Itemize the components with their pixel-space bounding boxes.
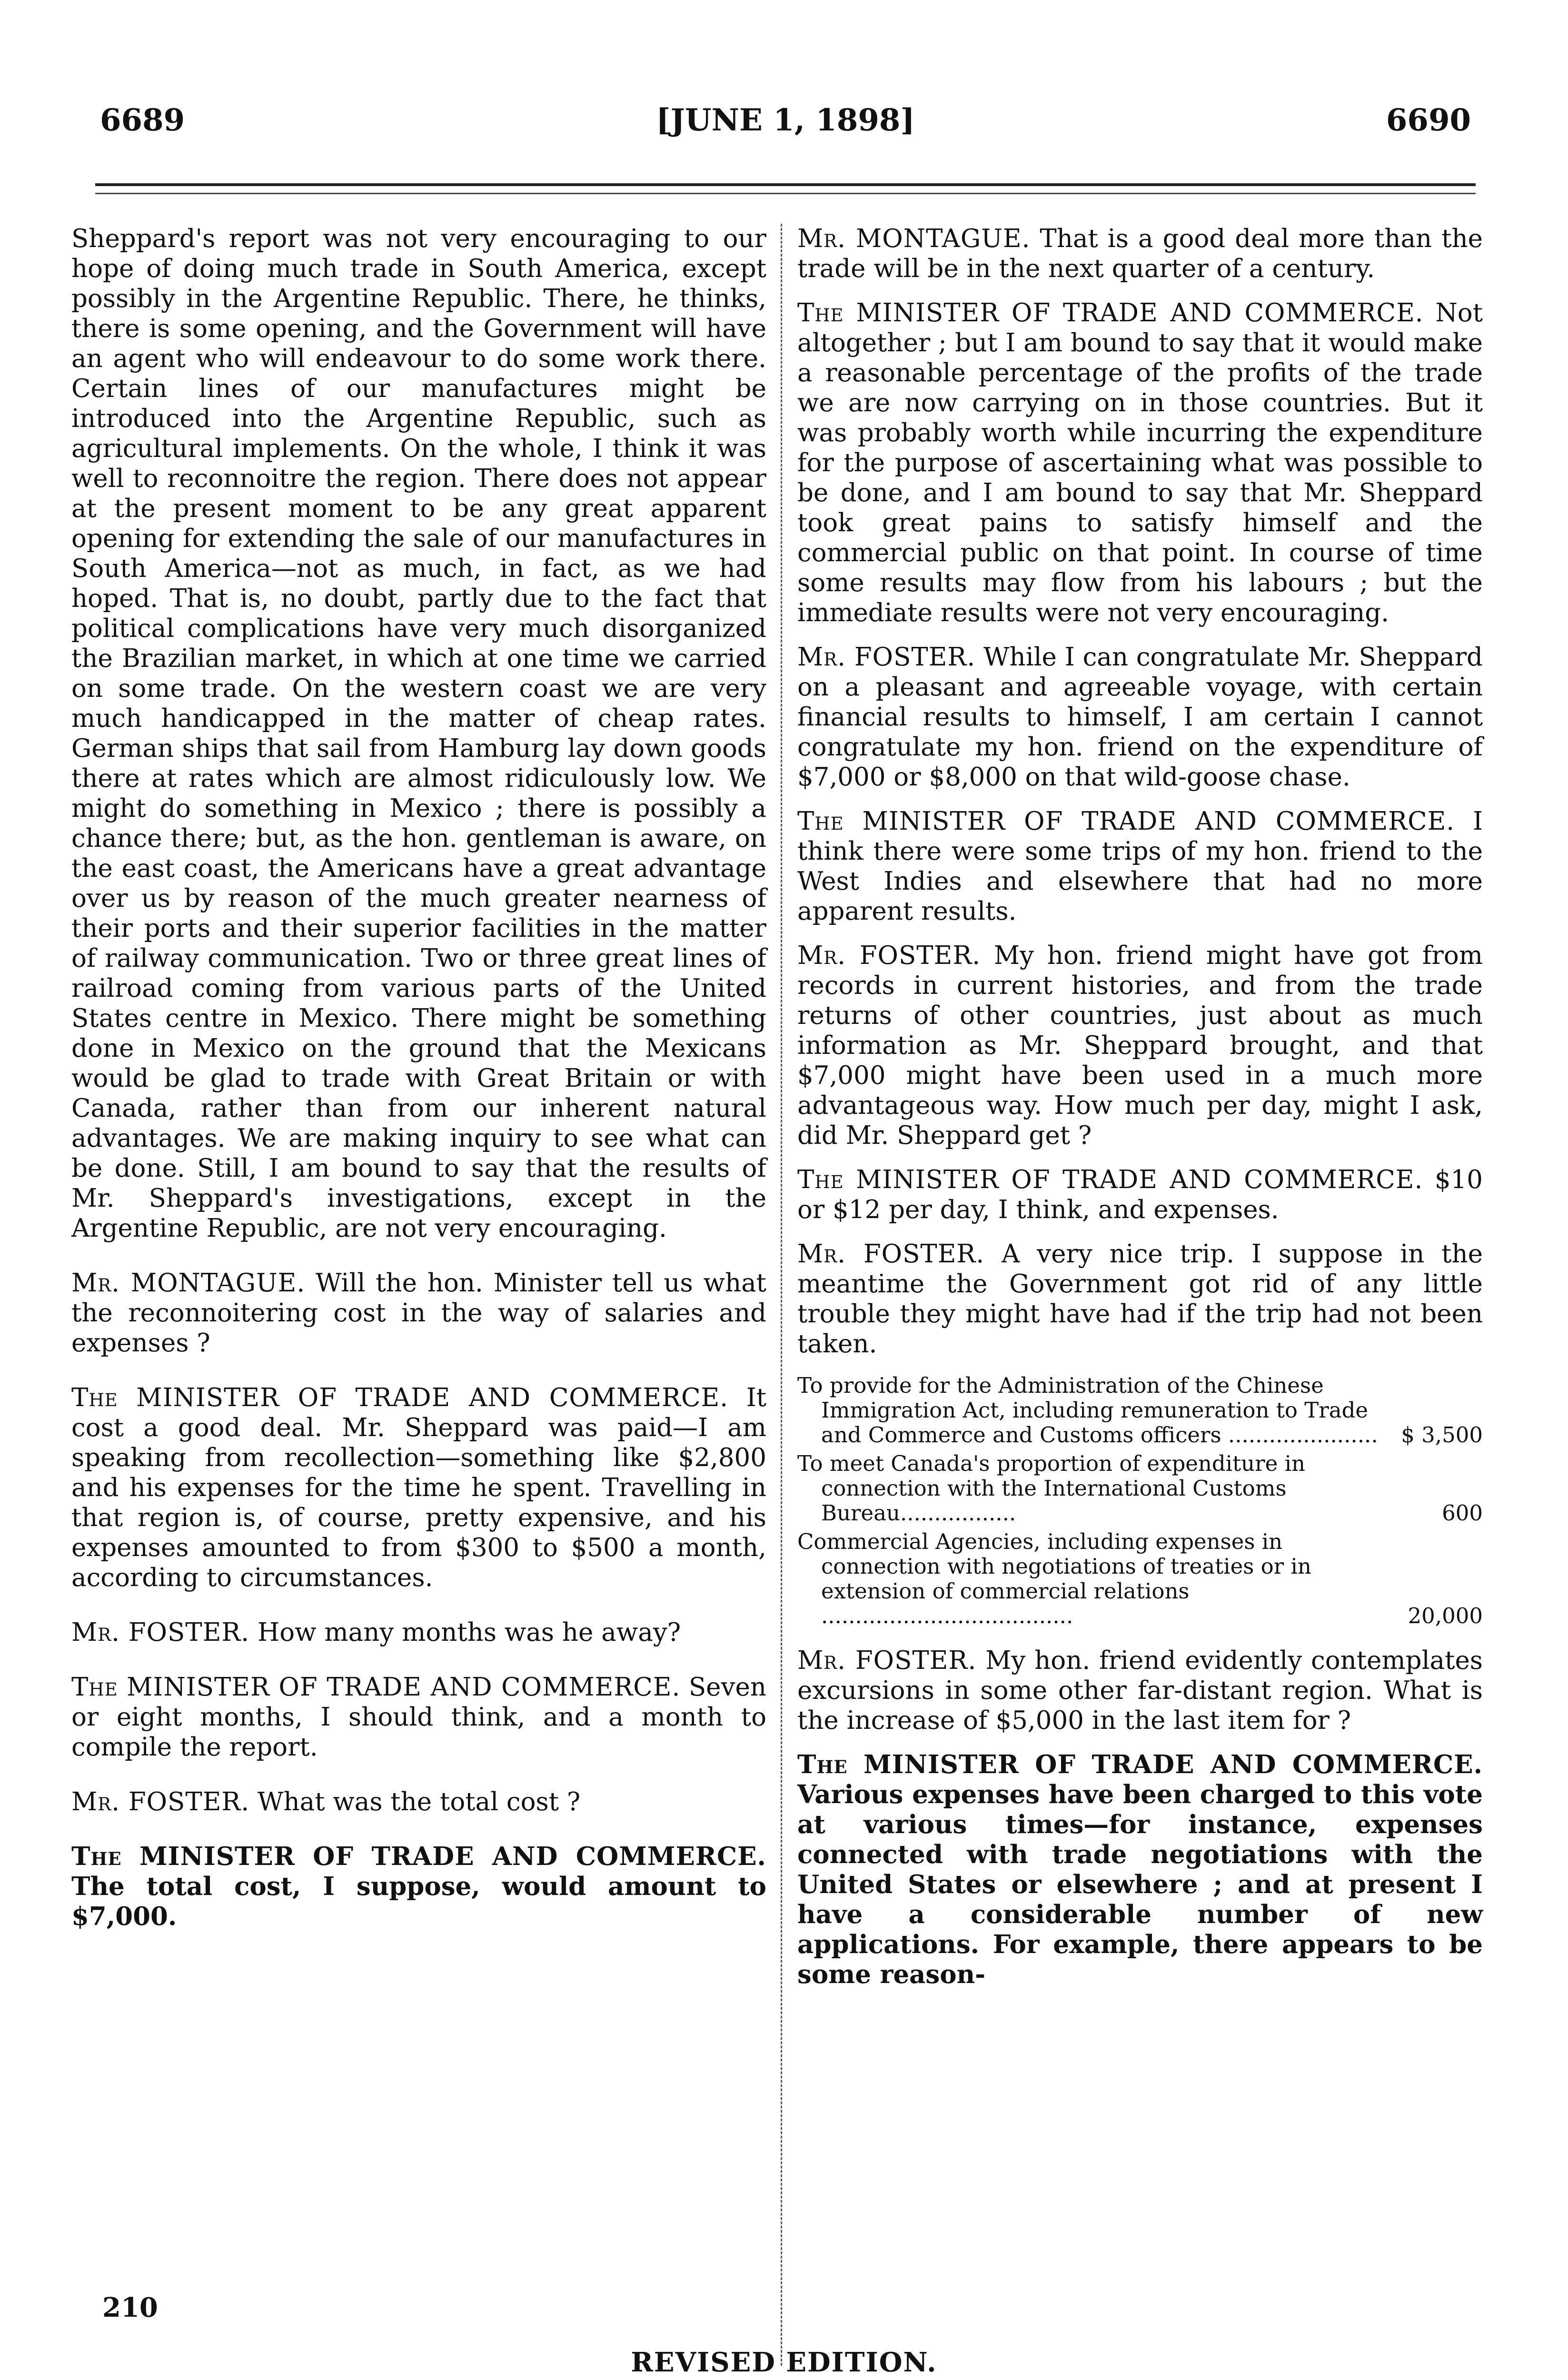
speech-text: Seven or eight months, I should think, and a month to compile the report. <box>71 1673 766 1762</box>
header-rule <box>95 183 1476 186</box>
speech-text: It cost a good deal. Mr. Sheppard was paid—I am speaking from recollection—something like $2,800 and his expenses for the time he spent. Travelling in that region is, of course, pretty expensive, and his expenses amounted to from $300 to $500 a month, according to circumstances. <box>71 1383 766 1592</box>
speaker-name: Mr. FOSTER. <box>71 1618 250 1647</box>
paragraph <box>71 1672 766 1762</box>
speaker-name: The MINISTER OF TRADE AND COMMERCE. <box>71 1673 681 1702</box>
paragraph <box>797 806 1483 926</box>
ledger-item-text: To meet Canada's proportion of expenditure in connection with the International Customs Bureau................. <box>797 1451 1305 1526</box>
ledger-item <box>797 1451 1483 1526</box>
paragraph <box>71 1268 766 1358</box>
paragraph <box>797 1165 1483 1225</box>
ledger-item-amount: $ 3,500 <box>1401 1422 1483 1448</box>
paragraph <box>797 941 1483 1150</box>
speaker-name: The MINISTER OF TRADE AND COMMERCE. <box>797 1750 1483 1779</box>
speaker-name: Mr. FOSTER. <box>797 1646 977 1675</box>
speaker-name: Mr. FOSTER. <box>797 643 976 672</box>
speaker-name: The MINISTER OF TRADE AND COMMERCE. <box>71 1383 729 1412</box>
speech-text: $10 or $12 per day, I think, and expenses. <box>797 1165 1483 1224</box>
edition-footer: REVISED EDITION. <box>631 2347 937 2378</box>
speech-text: What was the total cost ? <box>258 1787 581 1816</box>
paragraph <box>71 1842 766 1932</box>
paragraph <box>797 298 1483 628</box>
speaker-name: The MINISTER OF TRADE AND COMMERCE. <box>797 1165 1423 1194</box>
ledger-item-text: Commercial Agencies, including expenses in connection with negotiations of treaties or in extension of commercial relations ..................................... <box>797 1529 1311 1628</box>
speech-text: Various expenses have been charged to this vote at various times—for instance, expenses connected with trade negotiations with the United States or elsewhere ; and at present I have a considerable number of new applications. For example, there appears to be some reason- <box>797 1780 1483 1989</box>
speech-text: Will the hon. Minister tell us what the reconnoitering cost in the way of salaries and expenses ? <box>71 1269 766 1358</box>
speech-text: That is a good deal more than the trade will be in the next quarter of a century. <box>797 224 1483 283</box>
paragraph <box>797 642 1483 792</box>
speaker-name: The MINISTER OF TRADE AND COMMERCE. <box>797 807 1455 836</box>
speaker-name: Mr. FOSTER. <box>797 941 981 970</box>
paragraph: Sheppard's report was not very encouraging to our hope of doing much trade in South America, except possibly in the Argentine Republic. There, he thinks, there is some opening, and the Government will have an agent who will endeavour to do some work there. Certain lines of our manufactures might be introduced into the Argentine Republic, such as agricultural implements. On the whole, I think it was well to reconnoitre the region. There does not appear at the present moment to be any great apparent opening for extending the sale of our manufactures in South America—not as much, in fact, as we had hoped. That is, no doubt, partly due to the fact that political complications have very much disorganized the Brazilian market, in which at one time we carried on some trade. On the western coast we are very much handicapped in the matter of cheap rates. German ships that sail from Hamburg lay down goods there at rates which are almost ridiculously low. We might do something in Mexico ; there is possibly a chance there; but, as the hon. gentleman is aware, on the east coast, the Americans have a great advantage over us by reason of the much greater nearness of their ports and their superior facilities in the matter of railway communication. Two or three great lines of railroad coming from various parts of the United States centre in Mexico. There might be something done in Mexico on the ground that the Mexicans would be glad to trade with Great Britain or with Canada, rather than from our inherent natural advantages. We are making inquiry to see what can be done. Still, I am bound to say that the results of Mr. Sheppard's investigations, except in the Argentine Republic, are not very encouraging. <box>71 224 766 1243</box>
paragraph <box>797 224 1483 284</box>
folio-number: 210 <box>102 2292 158 2323</box>
right-column <box>797 224 1483 2004</box>
column-divider <box>781 224 782 2366</box>
speech-text: I think there were some trips of my hon. friend to the West Indies and elsewhere that had no more apparent results. <box>797 807 1483 926</box>
ledger-item-amount: 600 <box>1442 1500 1483 1526</box>
paragraph <box>71 1383 766 1593</box>
appropriation-ledger <box>797 1373 1483 1628</box>
paragraph <box>71 1787 766 1817</box>
left-column <box>71 224 766 1956</box>
speaker-name: Mr. FOSTER. <box>71 1787 250 1816</box>
speech-text: My hon. friend evidently contemplates excursions in some other far-distant region. What is the increase of $5,000 in the last item for ? <box>797 1646 1483 1735</box>
speaker-name: The MINISTER OF TRADE AND COMMERCE. <box>71 1842 766 1871</box>
header-date: [JUNE 1, 1898] <box>656 102 915 138</box>
speech-text: How many months was he away? <box>258 1618 681 1647</box>
speech-text: A very nice trip. I suppose in the meantime the Government got rid of any little trouble they might have had if the trip had not been taken. <box>797 1240 1483 1359</box>
paragraph <box>797 1239 1483 1359</box>
header-rule-thin <box>95 193 1476 194</box>
paragraph <box>71 1617 766 1647</box>
speaker-name: The MINISTER OF TRADE AND COMMERCE. <box>797 298 1424 327</box>
speech-text: The total cost, I suppose, would amount to $7,000. <box>71 1872 766 1931</box>
speech-text: My hon. friend might have got from records in current histories, and from the trade returns of other countries, just about as much information as Mr. Sheppard brought, and that $7,000 might have been used in a much more advantageous way. How much per day, might I ask, did Mr. Sheppard get ? <box>797 941 1483 1150</box>
ledger-item <box>797 1529 1483 1628</box>
right-page-number: 6690 <box>1386 102 1471 138</box>
page-header <box>100 102 1471 155</box>
speech-text: Not altogether ; but I am bound to say that it would make a reasonable percentage of the profits of the trade we are now carrying on in those countries. But it was probably worth while incurring the expenditure for the purpose of ascertaining what was possible to be done, and I am bound to say that Mr. Sheppard took great pains to satisfy himself and the commercial public on that point. In course of time some results may flow from his labours ; but the immediate results were not very encouraging. <box>797 298 1483 627</box>
speaker-name: Mr. MONTAGUE. <box>797 224 1031 253</box>
ledger-item <box>797 1373 1483 1448</box>
left-page-number: 6689 <box>100 102 185 138</box>
paragraph <box>797 1750 1483 1990</box>
paragraph <box>797 1646 1483 1735</box>
speech-text: While I can congratulate Mr. Sheppard on a pleasant and agreeable voyage, with certain financial results to himself, I am certain I cannot congratulate my hon. friend on the expenditure of $7,000 or $8,000 on that wild-goose chase. <box>797 643 1483 792</box>
speaker-name: Mr. MONTAGUE. <box>71 1269 306 1298</box>
speaker-name: Mr. FOSTER. <box>797 1240 985 1269</box>
ledger-item-text: To provide for the Administration of the Chinese Immigration Act, including remuneration to Trade and Commerce and Customs officers ...................... <box>797 1373 1378 1448</box>
ledger-item-amount: 20,000 <box>1408 1603 1483 1628</box>
